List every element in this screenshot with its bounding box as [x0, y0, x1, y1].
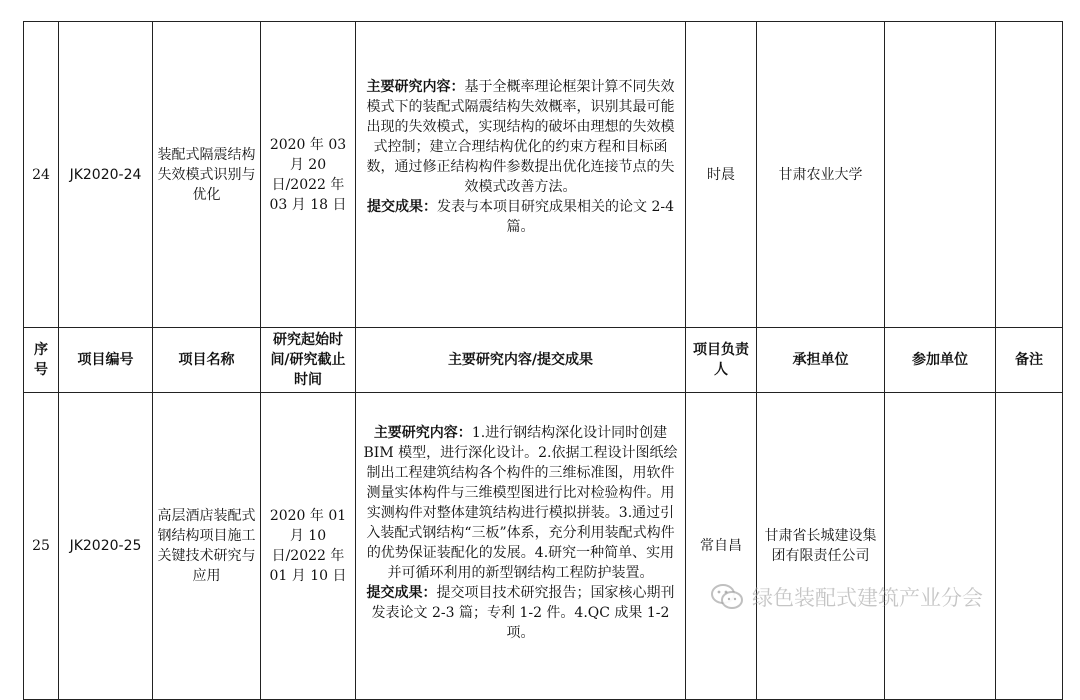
- content-label: 主要研究内容：: [366, 79, 465, 95]
- content-paragraph: [360, 423, 681, 583]
- result-text: 发表与本项目研究成果相关的论文 2-4 篇。: [437, 199, 674, 235]
- seq-cell: 25: [24, 393, 59, 700]
- project-code-cell: JK2020-24: [59, 22, 153, 328]
- table-header-row: [24, 328, 1063, 393]
- result-text: 提交项目技术研究报告；国家核心期刊发表论文 2-3 篇；专利 1-2 件。4.QC 成果 1-2 项。: [371, 585, 675, 641]
- watermark-text: 绿色装配式建筑产业分会: [752, 586, 983, 610]
- period-cell: 2020 年 03 月 20 日/2022 年 03 月 18 日: [261, 22, 356, 328]
- header-seq: 序号: [24, 328, 59, 393]
- participants-cell: [885, 22, 996, 328]
- header-remark: 备注: [996, 328, 1063, 393]
- result-label: 提交成果：: [367, 199, 437, 215]
- unit-cell: 甘肃农业大学: [757, 22, 885, 328]
- content-cell: [356, 393, 686, 700]
- remark-cell: [996, 22, 1063, 328]
- period-cell: 2020 年 01 月 10 日/2022 年 01 月 10 日: [261, 393, 356, 700]
- project-code-cell: JK2020-25: [59, 393, 153, 700]
- wechat-icon: [710, 583, 744, 611]
- seq-cell: 24: [24, 22, 59, 328]
- unit-cell: 甘肃省长城建设集团有限责任公司: [757, 393, 885, 700]
- header-leader: 项目负责人: [686, 328, 757, 393]
- result-label: 提交成果：: [366, 585, 437, 601]
- content-cell: [356, 22, 686, 328]
- project-name-cell: 高层酒店装配式钢结构项目施工关键技术研究与应用: [153, 393, 261, 700]
- header-participants: 参加单位: [885, 328, 996, 393]
- header-unit: 承担单位: [757, 328, 885, 393]
- content-label: 主要研究内容：: [373, 425, 472, 441]
- header-code: 项目编号: [59, 328, 153, 393]
- content-text: 基于全概率理论框架计算不同失效模式下的装配式隔震结构失效概率，识别其最可能出现的失效模式，实现结构的破坏由理想的失效模式控制；建立合理结构优化的约束方程和目标函数，通过修正结构构件参数提出优化连接节点的失效模式改善方法。: [366, 79, 675, 195]
- table-row: [24, 393, 1063, 700]
- content-text: 1.进行钢结构深化设计同时创建 BIM 模型，进行深化设计。2.依据工程设计图纸绘制出工程建筑结构各个构件的三维标准图，用软件测量实体构件与三维模型图进行比对检验构件。用实测构件对整体建筑结构进行模拟拼装。3.通过引入装配式钢结构“三板”体系，充分利用装配式构件的优势保证装配化的发展。4.研究一种简单、实用并可循环利用的新型钢结构工程防护装置。: [363, 425, 678, 581]
- participants-cell: [885, 393, 996, 700]
- result-paragraph: [360, 583, 681, 643]
- header-period: 研究起始时间/研究截止时间: [261, 328, 356, 393]
- header-content: 主要研究内容/提交成果: [356, 328, 686, 393]
- leader-cell: 时晨: [686, 22, 757, 328]
- remark-cell: [996, 393, 1063, 700]
- header-name: 项目名称: [153, 328, 261, 393]
- content-paragraph: [360, 77, 681, 197]
- leader-cell: 常自昌: [686, 393, 757, 700]
- project-name-cell: 装配式隔震结构失效模式识别与优化: [153, 22, 261, 328]
- watermark: [710, 582, 983, 612]
- table-row: [24, 22, 1063, 328]
- result-paragraph: [360, 197, 681, 237]
